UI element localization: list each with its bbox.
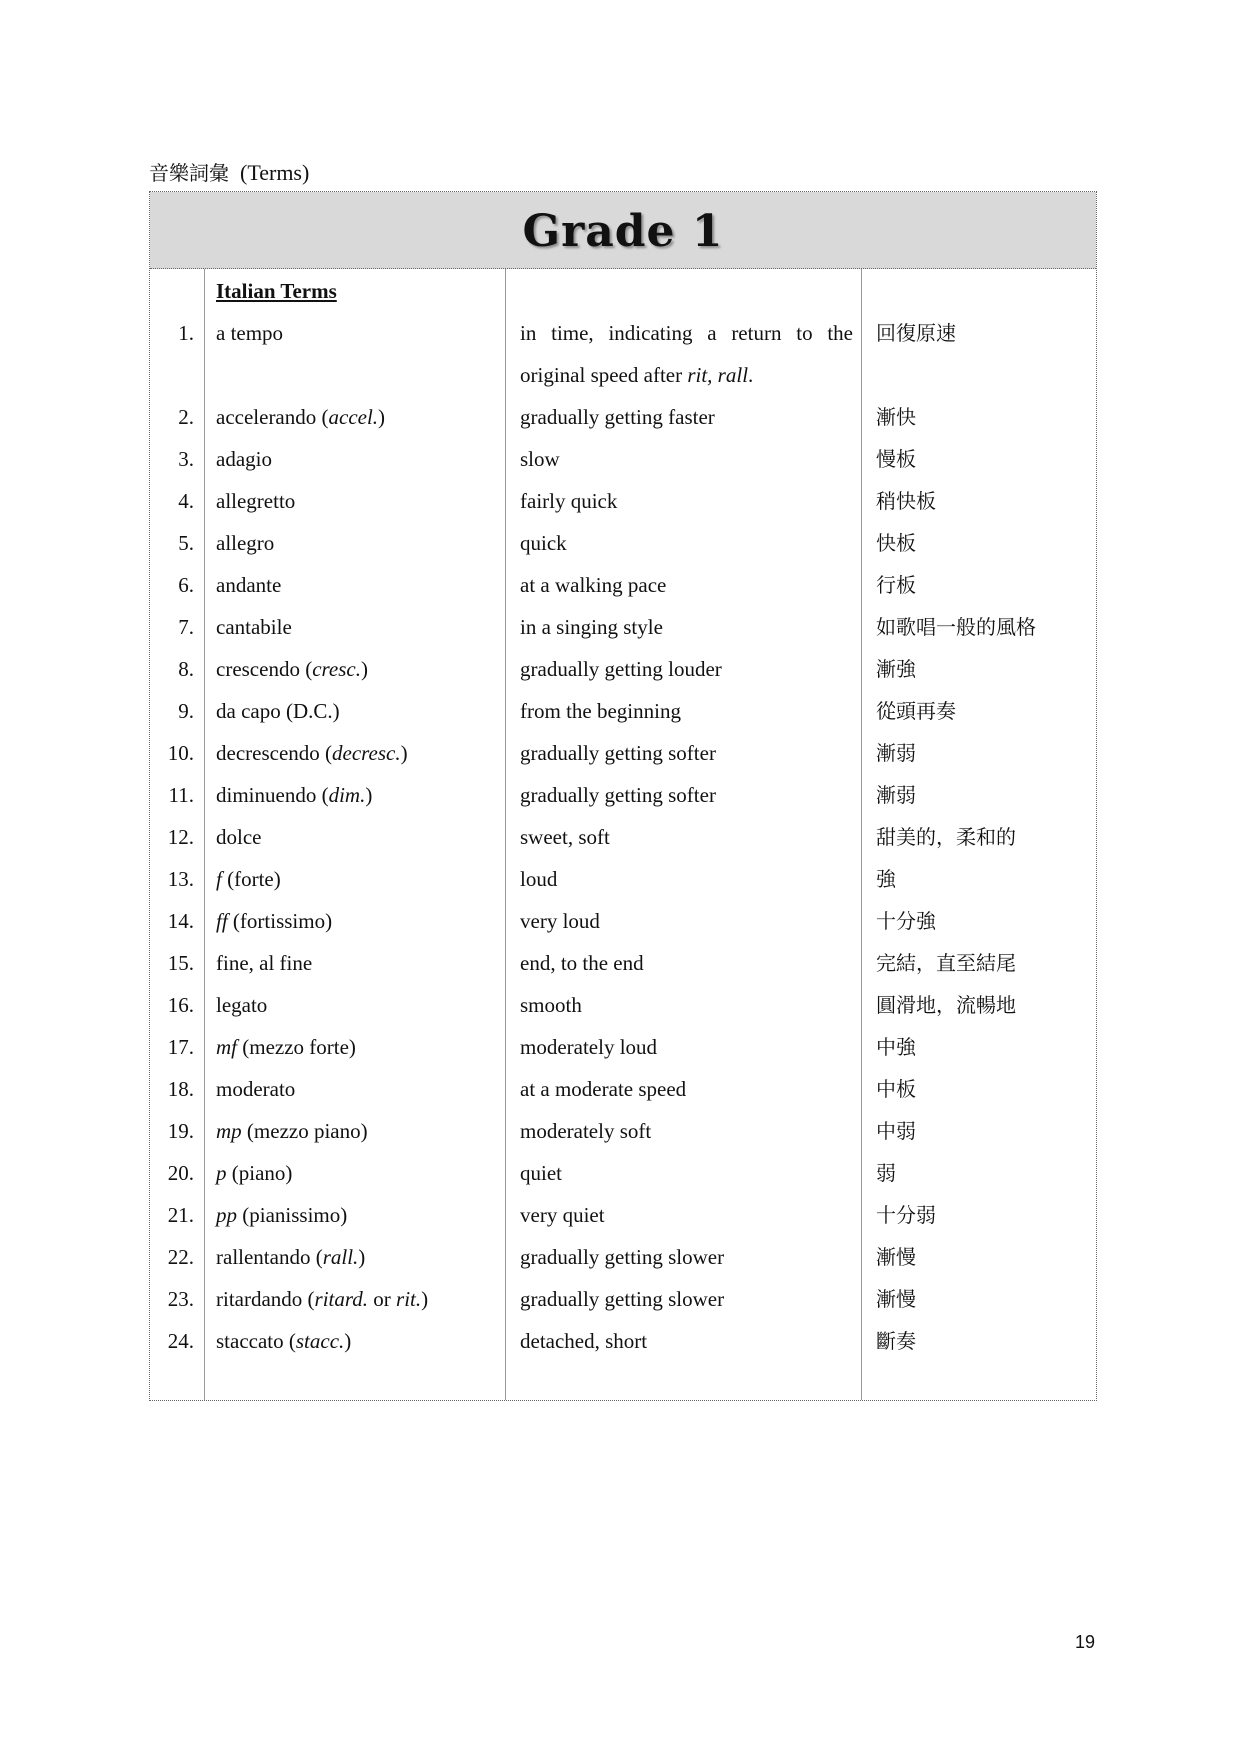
term-text-part: legato <box>216 993 268 1017</box>
term-meaning: smooth <box>520 993 582 1017</box>
term-chinese: 十分弱 <box>876 1203 936 1227</box>
table-row <box>150 1110 1096 1152</box>
term-number: 11. <box>168 783 194 807</box>
term-name <box>216 648 368 690</box>
term-text-part: (forte) <box>221 867 281 891</box>
term-text-part: ) <box>378 405 386 429</box>
term-name: a tempo <box>216 321 284 345</box>
grade-title: Grade 1 <box>522 205 724 257</box>
term-chinese: 行板 <box>876 573 916 597</box>
term-name <box>216 606 292 648</box>
term-meaning: at a moderate speed <box>520 1077 687 1101</box>
term-number: 4. <box>178 489 194 513</box>
table-row <box>150 774 1096 816</box>
term-chinese: 弱 <box>876 1161 896 1185</box>
term-meaning: in a singing style <box>520 615 663 639</box>
term-text-part: rallentando ( <box>216 1245 323 1269</box>
term-number: 18. <box>167 1077 194 1101</box>
term-meaning: moderately loud <box>520 1035 658 1059</box>
term-name <box>216 1068 295 1110</box>
term-name <box>216 1194 347 1236</box>
section-heading: Italian Terms <box>216 279 337 303</box>
term-meaning: very quiet <box>520 1203 605 1227</box>
term-chinese: 漸強 <box>876 657 916 681</box>
term-chinese: 漸快 <box>876 405 916 429</box>
table-row <box>150 396 1096 438</box>
meaning-suffix: . <box>748 363 754 387</box>
term-italic-part: f <box>216 867 222 891</box>
term-italic-part: ff <box>216 909 228 933</box>
term-name <box>216 564 281 606</box>
term-meaning: loud <box>520 867 558 891</box>
term-meaning: moderately soft <box>520 1119 652 1143</box>
term-text-part: moderato <box>216 1077 296 1101</box>
term-italic-part: ritard. <box>314 1287 369 1311</box>
term-chinese: 回復原速 <box>876 321 956 345</box>
term-italic-part: rit. <box>396 1287 422 1311</box>
term-meaning: very loud <box>520 909 600 933</box>
term-chinese: 強 <box>876 867 896 891</box>
term-name <box>216 984 267 1026</box>
term-number: 14. <box>167 909 194 933</box>
meaning-italic: rit, rall <box>687 363 749 387</box>
term-text-part: staccato ( <box>216 1329 296 1353</box>
term-name <box>216 816 261 858</box>
caption-latin: (Terms) <box>240 160 310 185</box>
term-chinese: 漸弱 <box>876 741 916 765</box>
term-number: 6. <box>178 573 194 597</box>
term-name <box>216 438 272 480</box>
term-chinese: 如歌唱一般的風格 <box>876 615 1036 639</box>
term-meaning: in time, indicating a return to the <box>520 321 853 345</box>
term-name <box>216 1236 365 1278</box>
terms-table-frame <box>149 191 1097 1401</box>
term-number: 15. <box>167 951 194 975</box>
term-text-part: (mezzo forte) <box>237 1035 356 1059</box>
term-meaning: fairly quick <box>520 489 618 513</box>
term-text-part: or <box>368 1287 397 1311</box>
term-italic-part: mf <box>216 1035 237 1059</box>
term-chinese: 漸慢 <box>876 1245 916 1269</box>
term-rows <box>150 396 1096 1362</box>
term-meaning: quiet <box>520 1161 562 1185</box>
term-number: 20. <box>167 1161 194 1185</box>
terms-table <box>150 270 1096 1362</box>
table-row <box>150 942 1096 984</box>
table-row <box>150 1068 1096 1110</box>
term-chinese: 漸慢 <box>876 1287 916 1311</box>
term-text-part: ) <box>365 783 373 807</box>
term-meaning: gradually getting faster <box>520 405 715 429</box>
term-meaning: gradually getting softer <box>520 741 716 765</box>
term-name <box>216 1320 351 1362</box>
term-meaning: from the beginning <box>520 699 681 723</box>
table-row <box>150 732 1096 774</box>
term-text-part: cantabile <box>216 615 292 639</box>
term-chinese: 斷奏 <box>876 1329 916 1353</box>
term-name <box>216 480 295 522</box>
term-chinese: 十分強 <box>876 909 936 933</box>
term-text-part: (piano) <box>226 1161 293 1185</box>
term-text-part: accelerando ( <box>216 405 329 429</box>
term-meaning: sweet, soft <box>520 825 610 849</box>
term-name <box>216 690 340 732</box>
term-number: 9. <box>178 699 194 723</box>
term-text-part: adagio <box>216 447 272 471</box>
term-italic-part: rall. <box>322 1245 359 1269</box>
term-name <box>216 1026 356 1068</box>
term-meaning: quick <box>520 531 567 555</box>
table-row <box>150 984 1096 1026</box>
term-name <box>216 858 281 900</box>
term-text-part: ) <box>421 1287 429 1311</box>
table-row-continuation <box>150 354 1096 396</box>
term-chinese: 甜美的，柔和的 <box>876 825 1016 849</box>
caption-cjk: 音樂詞彙 <box>149 161 229 185</box>
page-number: 19 <box>1075 1632 1096 1652</box>
term-name <box>216 774 372 816</box>
term-text-part: crescendo ( <box>216 657 313 681</box>
term-italic-part: p <box>216 1161 227 1185</box>
term-text-part: (pianissimo) <box>237 1203 348 1227</box>
term-italic-part: mp <box>216 1119 242 1143</box>
term-number: 17. <box>167 1035 194 1059</box>
term-text-part: da capo (D.C.) <box>216 699 340 723</box>
page-caption <box>149 160 309 186</box>
term-text-part: ) <box>400 741 408 765</box>
term-italic-part: accel. <box>328 405 379 429</box>
term-italic-part: decresc. <box>332 741 401 765</box>
term-text-part: ) <box>358 1245 366 1269</box>
term-name <box>216 900 332 942</box>
term-text-part: fine, al fine <box>216 951 313 975</box>
table-heading-row <box>150 270 1096 312</box>
term-number: 21. <box>167 1203 194 1227</box>
term-chinese: 從頭再奏 <box>876 699 956 723</box>
term-number: 8. <box>178 657 194 681</box>
term-meaning-continued <box>520 354 753 396</box>
term-chinese: 漸弱 <box>876 783 916 807</box>
table-row <box>150 480 1096 522</box>
table-row <box>150 900 1096 942</box>
term-italic-part: cresc. <box>312 657 361 681</box>
term-number: 10. <box>167 741 194 765</box>
table-row <box>150 522 1096 564</box>
term-meaning: detached, short <box>520 1329 648 1353</box>
term-name <box>216 522 274 564</box>
grade-banner <box>150 192 1096 269</box>
term-text-part: ) <box>360 657 368 681</box>
term-text-part: (fortissimo) <box>227 909 333 933</box>
term-text-part: (mezzo piano) <box>241 1119 368 1143</box>
table-row <box>150 606 1096 648</box>
term-chinese: 慢板 <box>876 447 916 471</box>
term-meaning: at a walking pace <box>520 573 667 597</box>
term-text-part: dolce <box>216 825 262 849</box>
term-name <box>216 396 385 438</box>
term-number: 19. <box>167 1119 194 1143</box>
table-row <box>150 1236 1096 1278</box>
term-name <box>216 942 312 984</box>
term-number: 22. <box>167 1245 194 1269</box>
table-row <box>150 858 1096 900</box>
term-number: 7. <box>178 615 194 639</box>
term-meaning: gradually getting softer <box>520 783 716 807</box>
term-text-part: allegro <box>216 531 275 555</box>
term-number: 12. <box>167 825 194 849</box>
table-row <box>150 1194 1096 1236</box>
table-row <box>150 1152 1096 1194</box>
term-name <box>216 1152 292 1194</box>
term-chinese: 中弱 <box>876 1119 916 1143</box>
table-row <box>150 1026 1096 1068</box>
term-meaning: slow <box>520 447 560 471</box>
table-row <box>150 690 1096 732</box>
table-row <box>150 816 1096 858</box>
term-number: 2. <box>178 405 194 429</box>
table-row <box>150 1278 1096 1320</box>
table-row <box>150 1320 1096 1362</box>
term-number: 23. <box>167 1287 194 1311</box>
term-italic-part: dim. <box>328 783 366 807</box>
term-chinese: 中強 <box>876 1035 916 1059</box>
term-number: 1. <box>178 321 194 345</box>
term-name <box>216 1278 428 1320</box>
term-number: 13. <box>167 867 194 891</box>
term-text-part: ritardando ( <box>216 1287 315 1311</box>
term-meaning: gradually getting slower <box>520 1287 725 1311</box>
table-row <box>150 438 1096 480</box>
term-number: 16. <box>167 993 194 1017</box>
table-row <box>150 312 1096 354</box>
term-meaning: gradually getting louder <box>520 657 722 681</box>
term-text-part: andante <box>216 573 282 597</box>
term-text-part: ) <box>344 1329 352 1353</box>
term-chinese: 稍快板 <box>876 489 936 513</box>
term-italic-part: pp <box>216 1203 237 1227</box>
term-chinese: 中板 <box>876 1077 916 1101</box>
term-chinese: 圓滑地，流暢地 <box>876 993 1016 1017</box>
term-name <box>216 1110 368 1152</box>
term-name <box>216 732 408 774</box>
term-chinese: 完結，直至結尾 <box>876 951 1016 975</box>
term-meaning: end, to the end <box>520 951 644 975</box>
term-chinese: 快板 <box>876 531 916 555</box>
term-text-part: allegretto <box>216 489 296 513</box>
table-row <box>150 648 1096 690</box>
term-italic-part: stacc. <box>295 1329 345 1353</box>
term-number: 5. <box>178 531 194 555</box>
term-meaning: gradually getting slower <box>520 1245 725 1269</box>
table-row <box>150 564 1096 606</box>
term-text-part: decrescendo ( <box>216 741 333 765</box>
term-text-part: diminuendo ( <box>216 783 329 807</box>
term-number: 24. <box>167 1329 194 1353</box>
term-number: 3. <box>178 447 194 471</box>
meaning-text: original speed after <box>520 363 688 387</box>
